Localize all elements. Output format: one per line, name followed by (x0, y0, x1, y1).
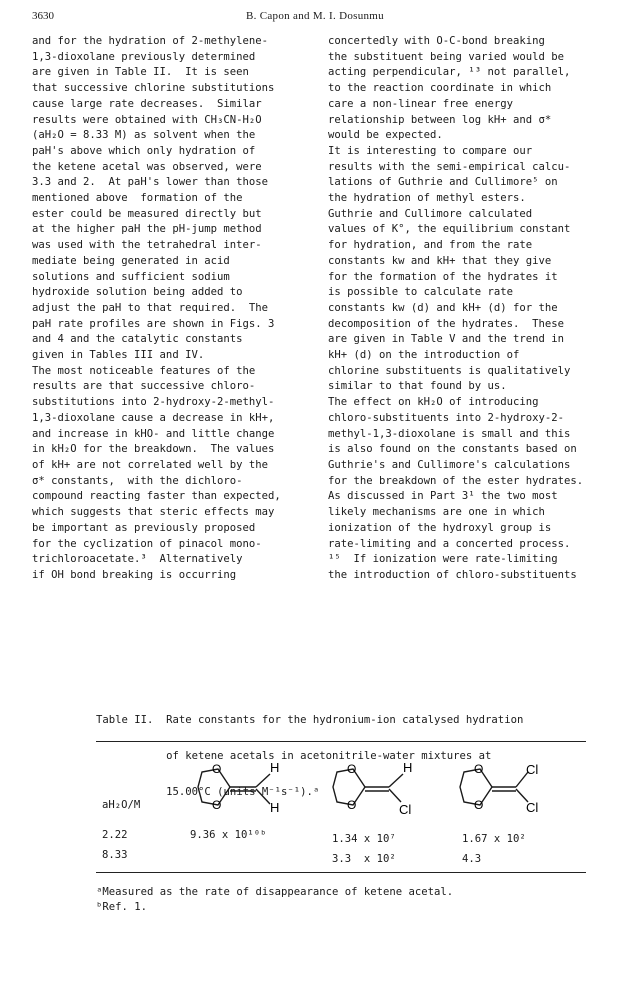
body-line: mentioned above formation of the (32, 192, 243, 205)
body-line: and increase in kHO- and little change (32, 427, 275, 440)
structure-chloromethylene-dioxolane (325, 752, 425, 822)
body-line: the introduction of chloro-substituents (328, 568, 577, 581)
body-line: for the cyclization of pinacol mono- (32, 537, 262, 550)
body-line: methyl-1,3-dioxolane is small and this (328, 427, 571, 440)
body-line: (aH₂O = 8.33 M) as solvent when the (32, 129, 256, 142)
body-line: rate-limiting and a concerted process. (328, 537, 571, 550)
body-line: and 4 and the catalytic constants (32, 333, 243, 346)
body-line: the hydration of methyl esters. (328, 192, 526, 205)
structure-methylene-dioxolane (190, 752, 290, 822)
body-line: paH's above which only hydration of (32, 144, 256, 157)
body-line: lations of Guthrie and Cullimore⁵ on (328, 176, 558, 189)
footnote-a: ᵃMeasured as the rate of disappearance of ketene acetal. (96, 886, 454, 898)
body-line: mediate being generated in acid (32, 254, 230, 267)
body-line: be important as previously proposed (32, 521, 256, 534)
body-line: cause large rate decreases. Similar (32, 97, 262, 110)
body-line: As discussed in Part 3¹ the two most (328, 490, 558, 503)
body-line: is also found on the constants based on (328, 443, 577, 456)
body-line: in kH₂O for the breakdown. The values (32, 443, 275, 456)
body-line: values of K°, the equilibrium constant (328, 223, 571, 236)
structure-dichloromethylene-dioxolane (452, 752, 562, 822)
body-line: solutions and sufficient sodium (32, 270, 230, 283)
rate-constant: 1.67 x 10² (462, 833, 526, 845)
body-line: hydroxide solution being added to (32, 286, 243, 299)
body-line: if OH bond breaking is occurring (32, 568, 237, 581)
body-line: ionization of the hydroxyl group is (328, 521, 552, 534)
body-line: decomposition of the hydrates. These (328, 317, 564, 330)
left-column (32, 34, 322, 584)
body-line: which suggests that steric effects may (32, 506, 275, 519)
body-line: 3.3 and 2. At paH's lower than those (32, 176, 268, 189)
right-column (328, 34, 618, 584)
caption-line: of ketene acetals in acetonitrile-water mixtures at (96, 750, 492, 762)
body-line: trichloroacetate.³ Alternatively (32, 553, 243, 566)
body-line: results with the semi-empirical calcu- (328, 160, 571, 173)
body-line: for the breakdown of the ester hydrates. (328, 474, 584, 487)
body-line: to the reaction coordinate in which (328, 82, 552, 95)
body-line: The effect on kH₂O of introducing (328, 396, 539, 409)
body-line: The most noticeable features of the (32, 364, 256, 377)
atom-label: Cl (526, 762, 539, 777)
body-line: 1,3-dioxolane cause a decrease in kH+, (32, 411, 275, 424)
table-top-rule (96, 741, 586, 742)
water-activity-value: 2.22 (102, 829, 128, 841)
body-line: acting perpendicular, ¹³ not parallel, (328, 66, 571, 79)
body-line: results were obtained with CH₃CN-H₂O (32, 113, 262, 126)
body-line: σ* constants, with the dichloro- (32, 474, 243, 487)
body-line: similar to that found by us. (328, 380, 507, 393)
body-line: compound reacting faster than expected, (32, 490, 281, 503)
body-line: relationship between log kH+ and σ* (328, 113, 552, 126)
body-line: given in Tables III and IV. (32, 349, 205, 362)
rate-constant: 3.3 x 10² (332, 853, 396, 865)
body-line: kH+ (d) on the introduction of (328, 349, 520, 362)
body-line: of kH+ are not correlated well by the (32, 458, 268, 471)
body-line: for hydration, and from the rate (328, 239, 533, 252)
body-line: for the formation of the hydrates it (328, 270, 558, 283)
body-line: at the higher paH the pH-jump method (32, 223, 262, 236)
atom-label: O (347, 762, 357, 776)
body-line: constants kw (d) and kH+ (d) for the (328, 301, 558, 314)
running-title: B. Capon and M. I. Dosunmu (246, 10, 384, 22)
body-line: care a non-linear free energy (328, 97, 513, 110)
atom-label: O (474, 798, 484, 812)
body-line: chlorine substituents is qualitatively (328, 364, 571, 377)
body-line: Guthrie's and Cullimore's calculations (328, 458, 571, 471)
atom-label: O (212, 762, 222, 776)
rate-constant: 4.3 (462, 853, 482, 865)
atom-label: O (347, 798, 357, 812)
body-line: constants kw and kH+ that they give (328, 254, 552, 267)
row-header-water-activity: aH₂O/M (102, 799, 141, 811)
body-line: It is interesting to compare our (328, 144, 533, 157)
atom-label: Cl (526, 800, 539, 815)
body-line: likely mechanisms are one in which (328, 506, 545, 519)
body-line: was used with the tetrahedral inter- (32, 239, 262, 252)
body-line: are given in Table V and the trend in (328, 333, 564, 346)
footnote-b: ᵇRef. 1. (96, 901, 148, 913)
body-line: ester could be measured directly but (32, 207, 262, 220)
body-line: results are that successive chloro- (32, 380, 256, 393)
body-line: concertedly with O-C-bond breaking (328, 35, 545, 47)
atom-label: O (474, 762, 484, 776)
body-line: paH rate profiles are shown in Figs. 3 (32, 317, 275, 330)
body-line: and for the hydration of 2-methylene- (32, 35, 268, 47)
body-line: Guthrie and Cullimore calculated (328, 207, 533, 220)
body-line: that successive chlorine substitutions (32, 82, 275, 95)
page-number: 3630 (32, 10, 54, 22)
body-line: adjust the paH to that required. The (32, 301, 268, 314)
atom-label: O (212, 798, 222, 812)
table-bottom-rule (96, 872, 586, 873)
water-activity-value: 8.33 (102, 849, 128, 861)
atom-label: H (403, 760, 413, 775)
body-line: substitutions into 2-hydroxy-2-methyl- (32, 396, 275, 409)
atom-label: Cl (399, 802, 412, 817)
body-line: the ketene acetal was observed, were (32, 160, 262, 173)
rate-constant: 1.34 x 10⁷ (332, 833, 396, 845)
body-line: the substituent being varied would be (328, 50, 564, 63)
body-line: ¹⁵ If ionization were rate-limiting (328, 553, 558, 566)
caption-line: 15.00°C (units M⁻¹s⁻¹).ᵃ (96, 786, 320, 798)
rate-constant: 9.36 x 10¹⁰ᵇ (190, 829, 267, 841)
atom-label: H (270, 760, 280, 775)
page-header (32, 10, 591, 28)
body-line: are given in Table II. It is seen (32, 66, 249, 79)
caption-line: Table II. Rate constants for the hydronium-ion catalysed hydration (96, 714, 524, 726)
body-line: 1,3-dioxolane previously determined (32, 50, 256, 63)
body-line: would be expected. (328, 129, 443, 142)
atom-label: H (270, 800, 280, 815)
body-line: is possible to calculate rate (328, 286, 513, 299)
body-line: chloro-substituents into 2-hydroxy-2- (328, 411, 564, 424)
